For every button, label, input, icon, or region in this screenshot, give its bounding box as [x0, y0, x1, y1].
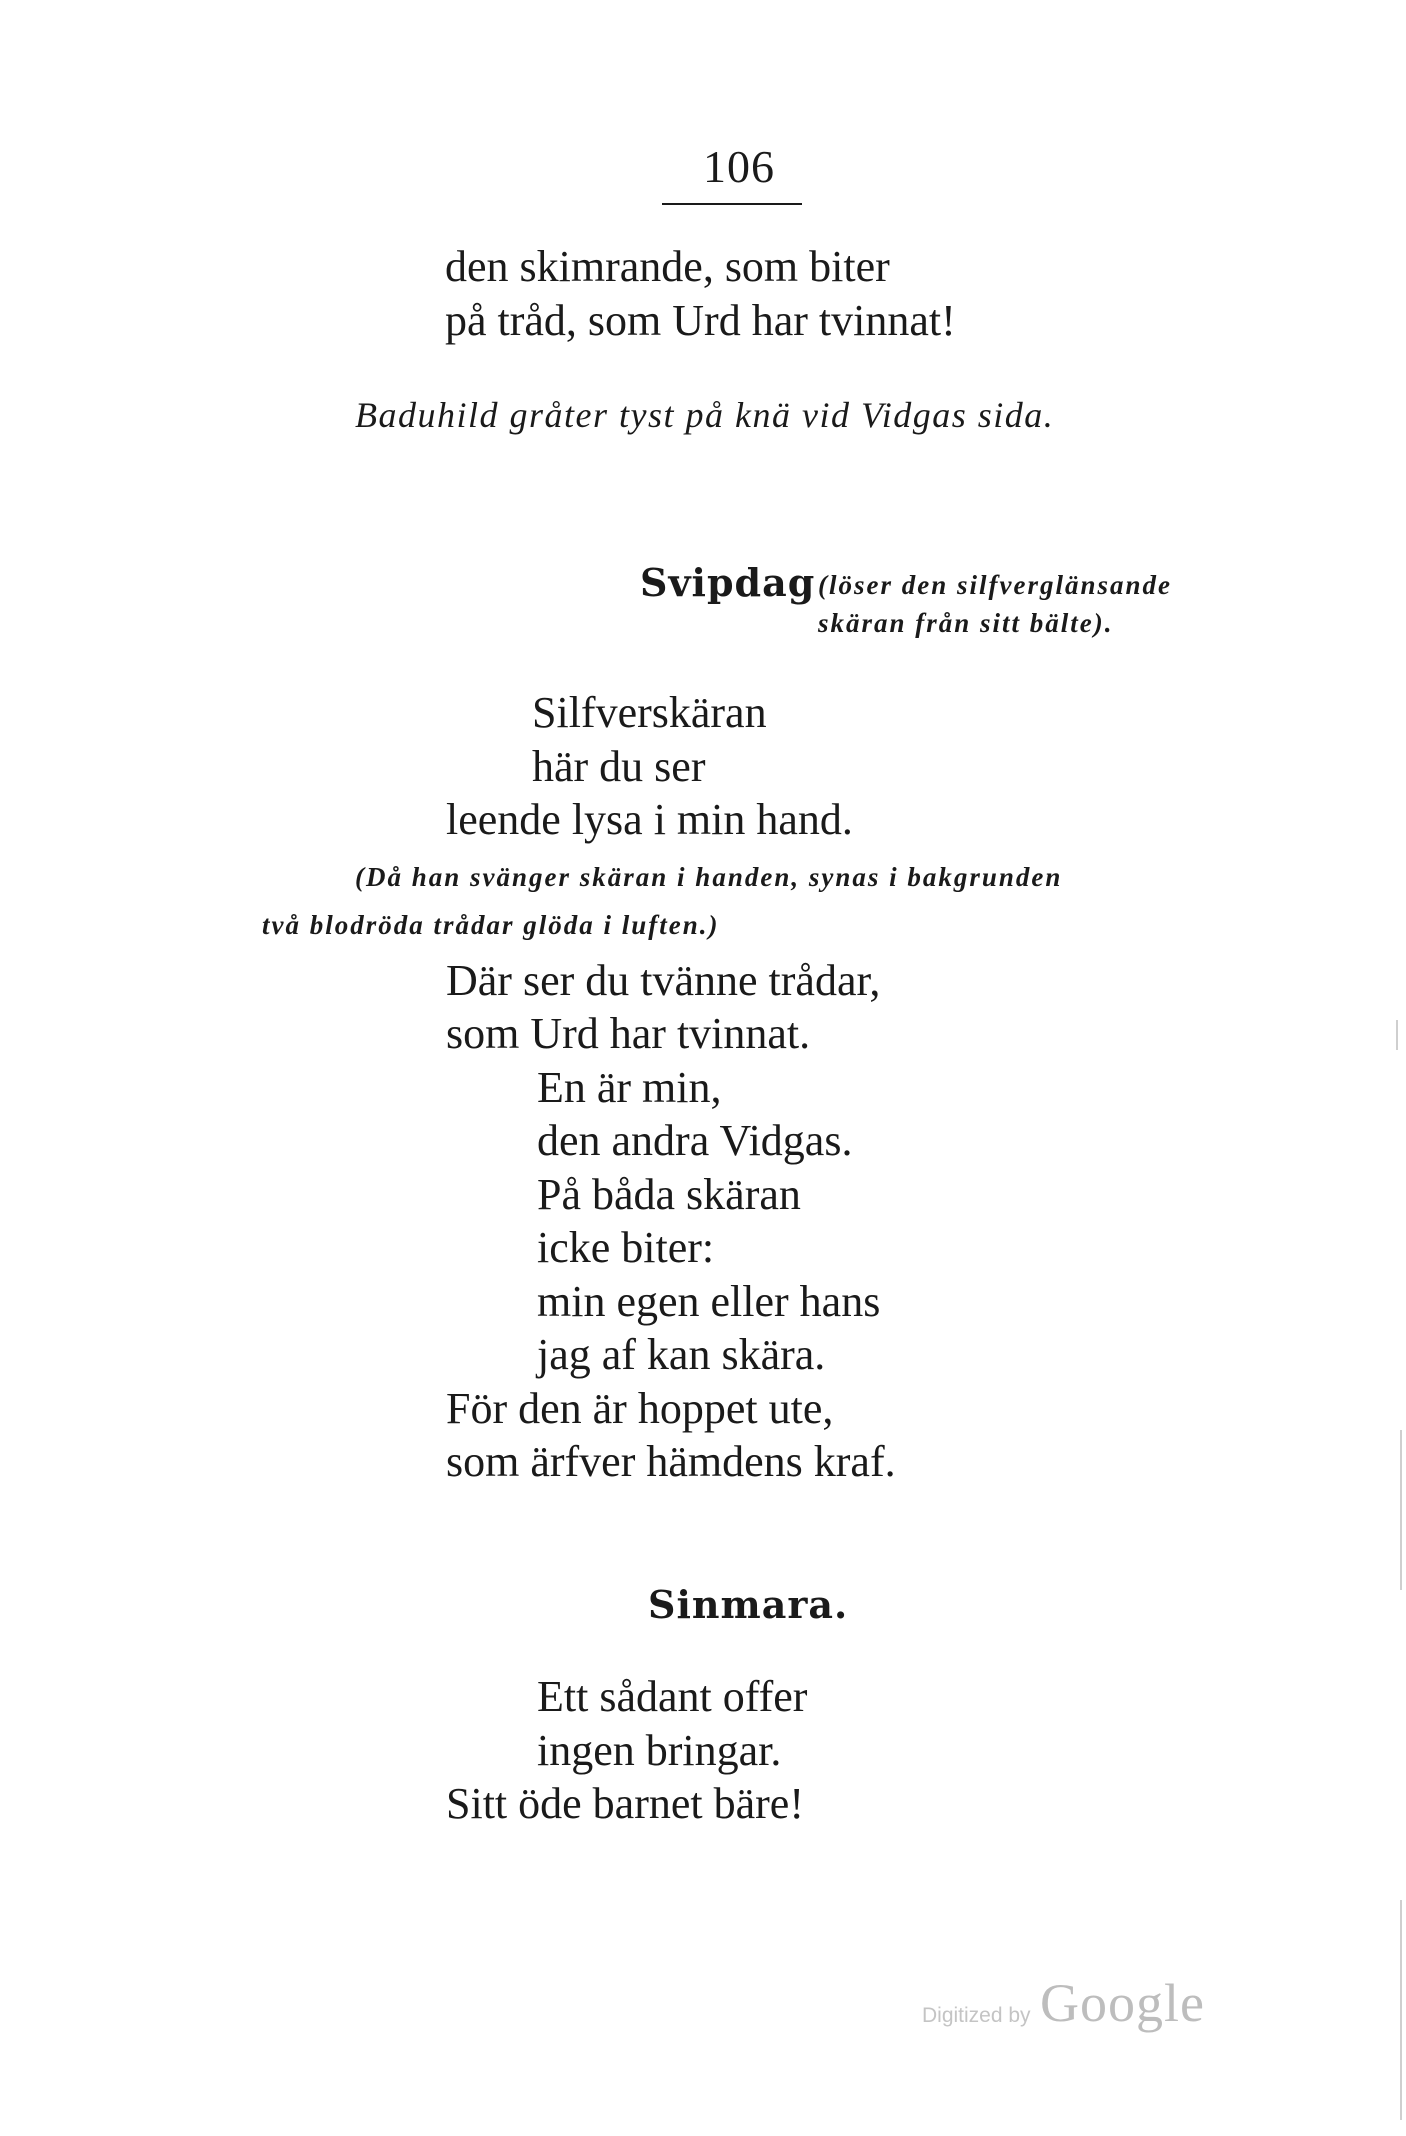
- verse-line: här du ser: [532, 742, 706, 791]
- verse-line: min egen eller hans: [537, 1277, 881, 1326]
- verse-line: som Urd har tvinnat.: [446, 1009, 811, 1058]
- verse-line: icke biter:: [537, 1223, 715, 1272]
- verse-line: ingen bringar.: [537, 1726, 782, 1775]
- verse-line: Ett sådant offer: [537, 1672, 808, 1721]
- verse-line: leende lysa i min hand.: [446, 795, 853, 844]
- google-watermark: Google: [1040, 1973, 1205, 2033]
- scan-edge-mark: [1400, 1900, 1402, 2120]
- scan-edge-mark: [1396, 1020, 1398, 1050]
- digitized-by-label: Digitized by: [922, 2004, 1031, 2027]
- verse-line: den andra Vidgas.: [537, 1116, 853, 1165]
- page-number: 106: [703, 141, 775, 192]
- stage-direction: två blodröda trådar glöda i luften.): [262, 910, 720, 940]
- verse-line: den skimrande, som biter: [445, 242, 890, 291]
- speaker-name: Svipdag: [640, 560, 816, 605]
- speaker-direction: (löser den silfverglänsande: [818, 570, 1172, 600]
- speaker-name: Sinmara.: [648, 1582, 849, 1627]
- verse-line: som ärfver hämdens kraf.: [446, 1437, 896, 1486]
- verse-line: Sitt öde barnet bäre!: [446, 1779, 804, 1828]
- verse-line: jag af kan skära.: [537, 1330, 826, 1379]
- verse-line: Silfverskäran: [532, 688, 767, 737]
- verse-line: På båda skäran: [537, 1170, 801, 1219]
- page-number-rule: [662, 203, 802, 205]
- verse-line: på tråd, som Urd har tvinnat!: [445, 296, 956, 345]
- speaker-direction: skäran från sitt bälte).: [818, 608, 1114, 638]
- verse-line: För den är hoppet ute,: [446, 1384, 834, 1433]
- verse-line: Där ser du tvänne trådar,: [446, 956, 881, 1005]
- verse-line: En är min,: [537, 1063, 722, 1112]
- stage-direction: Baduhild gråter tyst på knä vid Vidgas sida.: [355, 395, 1055, 435]
- scan-edge-mark: [1400, 1430, 1402, 1590]
- stage-direction: (Då han svänger skäran i handen, synas i bakgrunden: [355, 862, 1063, 892]
